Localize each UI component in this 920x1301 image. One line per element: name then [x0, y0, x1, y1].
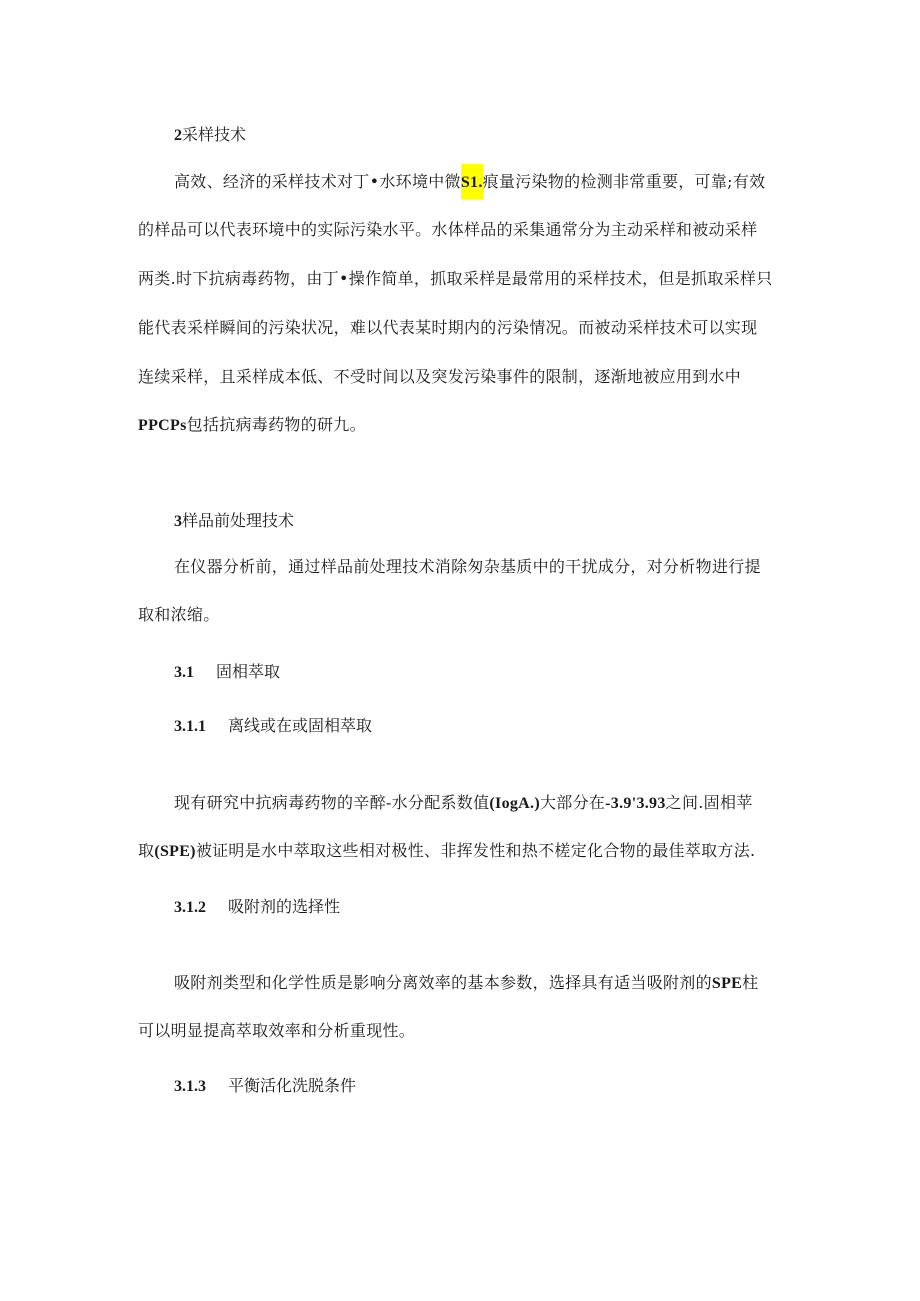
text-run: 吸附剂类型和化学性质是影响分离效率的基本参数，选择具有适当吸附剂的: [174, 973, 712, 992]
bold-term: -3.9'3.93: [605, 795, 666, 812]
section-3-number: 3: [174, 513, 182, 530]
text-run: 之间.固相苹: [665, 793, 753, 812]
section-3-1-3-heading: [174, 1076, 356, 1097]
paragraph-line: 取和浓缩。: [138, 605, 220, 624]
section-3-1-3-number: 3.1.3: [174, 1078, 206, 1095]
bold-term: PPCPs: [138, 417, 187, 434]
paragraph-line: [138, 220, 757, 240]
section-3-1-title: 固相萃取: [216, 662, 281, 681]
paragraph-line: [174, 973, 758, 994]
section-2-number: 2: [174, 127, 182, 144]
section-3-1-1-number: 3.1.1: [174, 718, 206, 735]
text-run: 高效、经济的采样技术对丁•水环境中微: [174, 172, 461, 191]
text-run: 连续采样，且采样成本低、不受时间以及突发污染事件的限制，逐渐地被应用到水中: [138, 367, 742, 386]
paragraph-line: 可以明显提高萃取效率和分析重现性。: [138, 1021, 416, 1040]
section-3-1-1-heading: [174, 716, 372, 737]
section-3-1-2-heading: [174, 897, 340, 918]
section-3-1-number: 3.1: [174, 664, 194, 681]
bold-term: (IogA.): [489, 795, 540, 812]
section-3-paragraph: [138, 557, 788, 637]
text-run: 两类.时下抗病毒药物，由丁•操作简单，抓取采样是最常用的采样技术，但是抓取采样只: [138, 269, 773, 288]
bold-term: (SPE): [154, 843, 196, 860]
section-3-1-2-paragraph: [138, 973, 788, 1053]
section-3-1-2-title: 吸附剂的选择性: [228, 897, 341, 916]
paragraph-line: [138, 841, 755, 862]
section-3-1-heading: [174, 662, 280, 683]
paragraph-line: [174, 172, 765, 193]
paragraph-line: [138, 415, 366, 436]
paragraph-line: [138, 318, 757, 338]
text-run: 能代表采样瞬间的污染状况，难以代表某时期内的污染情况。而被动采样技术可以实现: [138, 318, 758, 337]
text-run: 的样品可以代表环境中的实际污染水平。水体样品的采集通常分为主动采样和被动采样: [138, 220, 758, 239]
text-run: 被证明是水中萃取这些相对极性、非挥发性和热不槎定化合物的最佳萃取方法.: [195, 841, 756, 860]
section-3-heading: [174, 511, 294, 532]
text-run: 大部分在: [539, 793, 606, 812]
section-3-1-1-paragraph: [138, 793, 788, 873]
paragraph-line: [138, 269, 773, 289]
text-run: 现有研究中抗病毒药物的辛醉-水分配系数值: [174, 793, 490, 812]
text-run: 取: [138, 841, 155, 860]
section-3-1-3-title: 平衡活化洗脱条件: [228, 1076, 357, 1095]
text-run: 痕量污染物的检测非常重要，可靠;有效: [482, 172, 766, 191]
paragraph-line: [174, 793, 753, 814]
paragraph-line: [138, 367, 741, 387]
section-3-1-2-number: 3.1.2: [174, 899, 206, 916]
paragraph-line: 在仪器分析前，通过样品前处理技术消除匆杂基质中的干扰成分，对分析物进行提: [174, 557, 761, 576]
section-2-paragraph: [138, 172, 788, 432]
bold-term: SPE: [711, 975, 743, 992]
section-2-heading: [174, 125, 246, 146]
section-2-title: 采样技术: [182, 125, 247, 144]
section-3-1-1-title: 离线或在或固相萃取: [228, 716, 373, 735]
text-run: 包括抗病毒药物的研九。: [186, 415, 366, 434]
highlighted-text: S1.: [461, 164, 483, 199]
section-3-title: 样品前处理技术: [182, 511, 295, 530]
text-run: 柱: [742, 973, 759, 992]
